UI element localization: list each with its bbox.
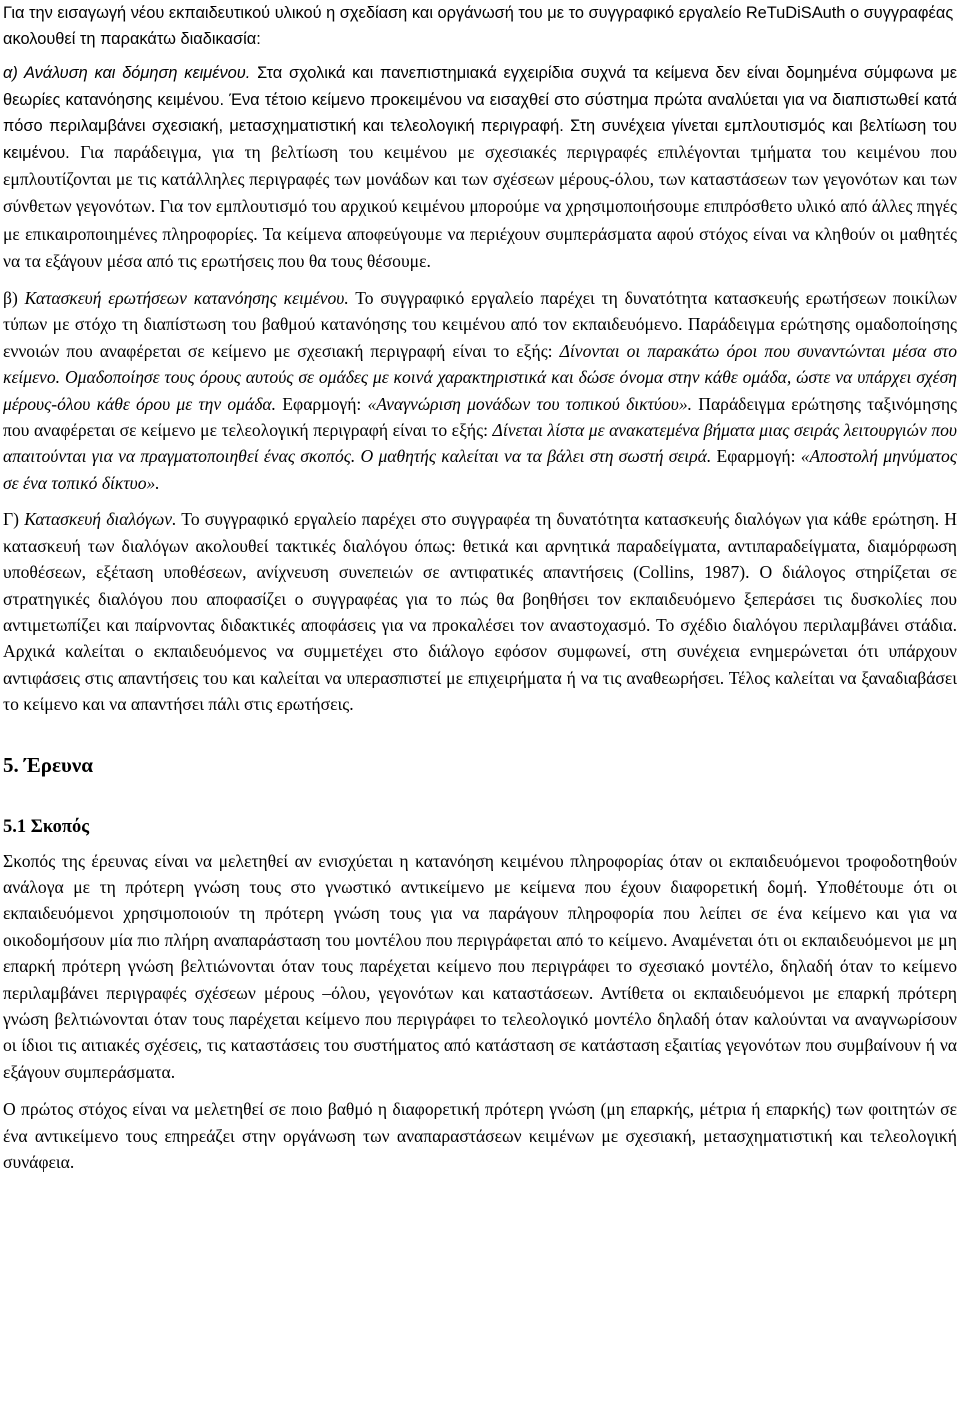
section-5-heading: 5. Έρευνα — [3, 752, 93, 777]
purpose-paragraph — [3, 848, 957, 1086]
step-b-example-1: Δίνονται οι παρακάτω όροι που συναντώνται μέσα στο κείμενο. Ομαδοποίησε τους όρους αυτούς σε ομάδες με κοινά χαρακτηριστικά και δώσε όνομα στην κάθε ομάδα, ώστε να υπάρχει σχέση μέρους-όλου κάθε όρου με την ομάδα. — [3, 340, 957, 414]
goal-paragraph — [3, 1096, 957, 1175]
step-c-prefix: Γ) — [3, 509, 25, 530]
step-a-text-continued: Για παράδειγμα, για τη βελτίωση του κειμένου με σχεσιακές περιγραφές επιλέγονται τμήματα του κειμένου που εμπλουτίζονται με τις κατάλληλες περιγραφές των μονάδων και των σχέσεων μέρους-όλου, των καταστάσεων των γεγονότων και των σύνθετων γεγονότων. Για τον εμπλουτισμό του αρχικού κειμένου μπορούμε να χρησιμοποιήσουμε επιπρόσθετο υλικό από άλλες πηγές με επικαιροποιημένες πληροφορίες. Τα κείμενα αποφεύγουμε να περιέχουν συμπεράσματα αφού στόχος είναι να κληθούν οι μαθητές να τα εξάγουν μέσα από τις ερωτήσεις που θα τους θέσουμε. — [3, 142, 957, 271]
step-b-application-label-2: Εφαρμογή: — [711, 446, 801, 467]
step-c-text: Το συγγραφικό εργαλείο παρέχει στο συγγραφέα τη δυνατότητα κατασκευής διαλόγων για κάθε ερώτηση. Η κατασκευή των διαλόγων ακολουθεί τακτικές διαλόγου όπως: θετικά και αρνητικά παραδείγματα, αντιπαραδείγματα, διαμόρφωση υποθέσεων, εξέταση υποθέσεων, ανίχνευση συνεπειών σε αντιφατικές απαντήσεις (Collins, 1987). Ο διάλογος στηρίζεται σε στρατηγικές διαλόγου που αποφασίζει ο συγγραφέας για το πώς θα βοηθήσει τον εκπαιδευόμενο ξεπεράσει τις δυσκολίες που αντιμετωπίζει και παίρνοντας διδακτικές αποφάσεις για να προκαλέσει τον αναστοχασμό. Το σχέδιο διαλόγου περιλαμβάνει στάδια. Αρχικά καλείται ο εκπαιδευόμενος να συμμετέχει στο διάλογο εφόσον συμφωνεί, στη συνέχεια ενημερώνεται ότι υπάρχουν αντιφάσεις στις απαντήσεις του και καλείται να υπερασπιστεί με επιχειρήματα ή να τις αναθεωρήσει. Τέλος καλείται να ξαναδιαβάσει το κείμενο και να απαντήσει πάλι στις ερωτήσεις. — [3, 509, 957, 715]
step-b-text-1: Το συγγραφικό εργαλείο παρέχει τη δυνατότητα κατασκευής ερωτήσεων ποικίλων τύπων με στόχο τη διαπίστωση του βαθμού κατανόησης του κειμένου από τον εκπαιδευόμενο. Παράδειγμα ερώτησης ομαδοποίησης εννοιών που αναφέρεται σε κείμενο με σχεσιακή περιγραφή είναι το εξής: — [3, 288, 957, 361]
step-c-paragraph — [3, 506, 957, 717]
step-a-paragraph — [3, 60, 957, 275]
step-b-paragraph — [3, 285, 957, 496]
step-b-label: Κατασκευή ερωτήσεων κατανόησης κειμένου. — [24, 288, 349, 309]
step-a-text: Στα σχολικά και πανεπιστημιακά εγχειρίδια συχνά τα κείμενα δεν είναι δομημένα σύμφωνα με θεωρίες κατανόησης κειμένου. Ένα τέτοιο κείμενο προκειμένου να εισαχθεί στο σύστημα πρώτα αναλύεται για να διαπιστωθεί κατά πόσο περιλαμβάνει σχεσιακή, μετασχηματιστική και τελεολογική περιγραφή. Στη συνέχεια γίνεται εμπλουτισμός και βελτίωση του κειμένου. — [3, 64, 958, 163]
section-5-1-heading: 5.1 Σκοπός — [3, 816, 90, 837]
intro-paragraph — [3, 0, 957, 52]
step-b-example-2: Δίνεται λίστα με ανακατεμένα βήματα μιας σειράς λειτουργιών που απαιτούνται για να πραγματοποιηθεί ένας σκοπός. Ο μαθητής καλείται να τα βάλει στη σωστή σειρά. — [3, 420, 958, 467]
step-b-application-2: «Αποστολή μηνύματος σε ένα τοπικό δίκτυο». — [3, 446, 957, 493]
step-c-label: Κατασκευή διαλόγων. — [24, 509, 177, 530]
purpose-text: Σκοπός της έρευνας είναι να μελετηθεί αν ενισχύεται η κατανόηση κειμένου πληροφορίας όταν οι εκπαιδευόμενοι τροφοδοτηθούν ανάλογα με τη πρότερη γνώση τους στο γνωστικό αντικείμενο με κείμενα που έχουν διαφορετική δομή. Υποθέτουμε ότι οι εκπαιδευόμενοι χρησιμοποιούν τη πρότερη γνώση τους για να παράγουν πληροφορία που λείπει σε ένα κείμενο και για να οικοδομήσουν μία πιο πλήρη αναπαράσταση του μοντέλου που περιγράφεται από το κείμενο. Αναμένεται ότι οι εκπαιδευόμενοι με μη επαρκή πρότερη γνώση βελτιώνονται όταν τους παρέχεται κείμενο που περιγράφει το σχεσιακό μοντέλο, δηλαδή όταν το κείμενο περιλαμβάνει περιγραφές σχέσεων μέρους –όλου, γεγονότων και καταστάσεων. Αντίθετα οι εκπαιδευόμενοι με επαρκή πρότερη γνώση βελτιώνονται όταν τους παρέχεται κείμενο που περιγράφει το τελεολογικό μοντέλο δηλαδή όταν καλούνται να αναγνωρίσουν οι ίδιοι τις αιτιακές σχέσεις, τις καταστάσεις του συστήματος από κατάσταση σε κατάσταση εξαιτίας γεγονότων που συμβαίνουν ή να εξάγουν συμπεράσματα. — [3, 850, 957, 1082]
goal-text: Ο πρώτος στόχος είναι να μελετηθεί σε ποιο βαθμό η διαφορετική πρότερη γνώση (μη επαρκής, μέτρια ή επαρκής) των φοιτητών σε ένα αντικείμενο τους επηρεάζει στην οργάνωση των αναπαραστάσεων κειμένων με σχεσιακή, μετασχηματιστική και τελεολογική συνάφεια. — [3, 1099, 957, 1172]
step-b-application-label-1: Εφαρμογή: — [276, 393, 368, 414]
step-a-label: α) Ανάλυση και δόμηση κειμένου. — [3, 64, 251, 83]
step-b-prefix: β) — [3, 288, 25, 309]
step-b-application-1: «Αναγνώριση μονάδων του τοπικού δικτύου». — [367, 393, 693, 414]
step-b-text-2: Παράδειγμα ερώτησης ταξινόμησης που αναφέρεται σε κείμενο με τελεολογική περιγραφή είναι το εξής: — [3, 393, 957, 441]
intro-text: Για την εισαγωγή νέου εκπαιδευτικού υλικού η σχεδίαση και οργάνωσή του με το συγγραφικό εργαλείο ReTuDiSAuth ο συγγραφέας ακολουθεί τη παρακάτω διαδικασία: — [3, 4, 954, 49]
